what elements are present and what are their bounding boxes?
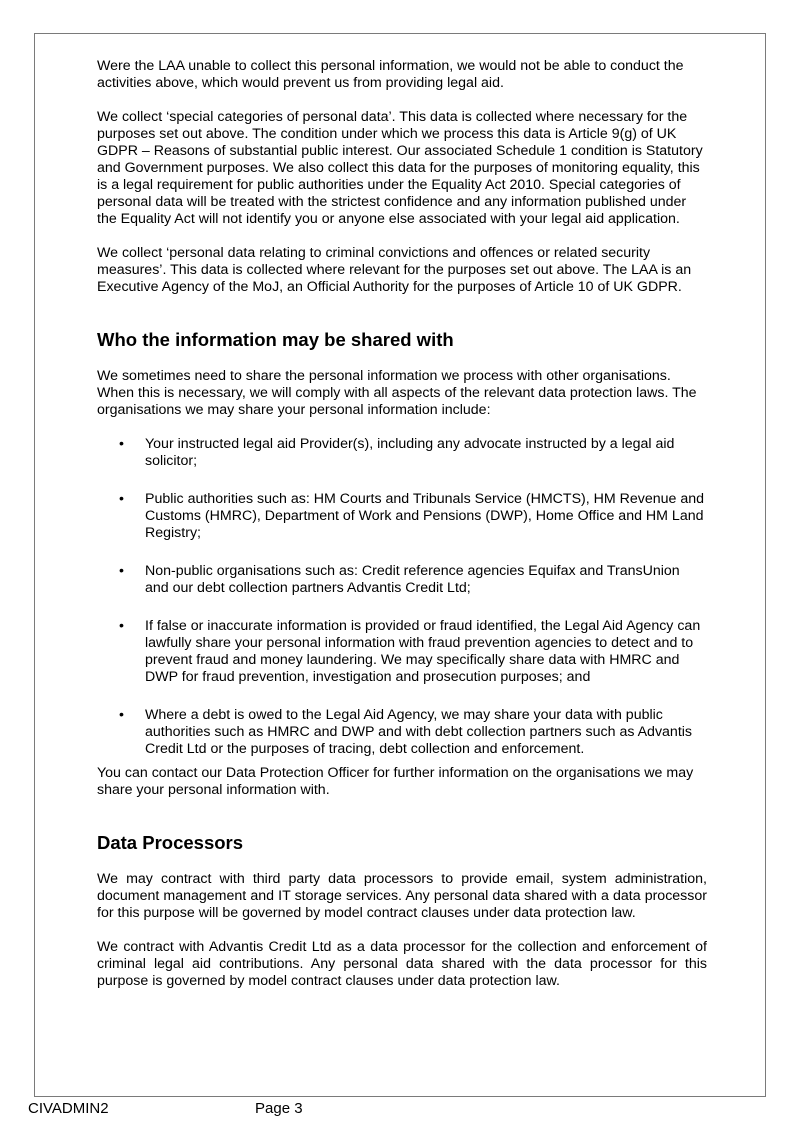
list-item: [97, 436, 707, 470]
bullet-icon: •: [119, 491, 124, 507]
footer-form-code: CIVADMIN2: [28, 1100, 109, 1117]
sharing-organisations-list: [97, 436, 707, 758]
list-item-text: Non-public organisations such as: Credit reference agencies Equifax and TransUnion and our debt collection partners Advantis Credit Ltd;: [145, 563, 680, 596]
heading-data-processors: Data Processors: [97, 832, 244, 853]
list-item-text: Your instructed legal aid Provider(s), including any advocate instructed by a legal aid solicitor;: [145, 436, 675, 469]
bullet-icon: •: [119, 436, 124, 452]
list-item: [97, 707, 707, 758]
list-item: [97, 491, 707, 542]
paragraph-advantis-processor: We contract with Advantis Credit Ltd as a data processor for the collection and enforcement of criminal legal aid contributions. Any personal data shared with the data processor for this purpose is governed by model contract clauses under data protection law.: [97, 939, 707, 989]
paragraph-special-categories: We collect ‘special categories of personal data’. This data is collected where necessary for the purposes set out above. The condition under which we process this data is Article 9(g) of UK GDPR – Reasons of substantial public interest. Our associated Schedule 1 condition is Statutory and Government purposes. We also collect this data for the purposes of monitoring equality, this is a legal requirement for public authorities under the Equality Act 2010. Special categories of personal data will be treated with the strictest confidence and any information published under the Equality Act will not identify you or anyone else associated with your legal aid application.: [97, 109, 703, 227]
bullet-icon: •: [119, 618, 124, 634]
footer-page-number: Page 3: [255, 1100, 303, 1117]
bullet-icon: •: [119, 563, 124, 579]
list-item-text: Public authorities such as: HM Courts and Tribunals Service (HMCTS), HM Revenue and Customs (HMRC), Department of Work and Pensions (DWP), Home Office and HM Land Registry;: [145, 491, 705, 541]
paragraph-collection-necessity: Were the LAA unable to collect this personal information, we would not be able to conduct the activities above, which would prevent us from providing legal aid.: [97, 58, 684, 91]
paragraph-criminal-data: We collect ‘personal data relating to criminal convictions and offences or related security measures’. This data is collected where relevant for the purposes set out above. The LAA is an Executive Agency of the MoJ, an Official Authority for the purposes of Article 10 of UK GDPR.: [97, 245, 692, 295]
list-item: [97, 618, 707, 686]
document-body: [97, 58, 707, 1007]
bullet-icon: •: [119, 707, 124, 723]
heading-information-sharing: Who the information may be shared with: [97, 329, 454, 350]
paragraph-sharing-intro: We sometimes need to share the personal information we process with other organisations. When this is necessary, we will comply with all aspects of the relevant data protection laws. The organisations we may share your personal information include:: [97, 368, 697, 418]
list-item-text: Where a debt is owed to the Legal Aid Agency, we may share your data with public authorities such as HMRC and DWP and with debt collection partners such as Advantis Credit Ltd or the purposes of tracing, debt collection and enforcement.: [145, 707, 693, 757]
paragraph-sharing-closing: You can contact our Data Protection Officer for further information on the organisations we may share your personal information with.: [97, 765, 694, 798]
list-item: [97, 563, 707, 597]
list-item-text: If false or inaccurate information is provided or fraud identified, the Legal Aid Agency can lawfully share your personal information with fraud prevention agencies to detect and to prevent fraud and money laundering. We may specifically share data with HMRC and DWP for fraud prevention, investigation and prosecution purposes; and: [145, 618, 701, 685]
paragraph-third-party-processors: We may contract with third party data processors to provide email, system administration, document management and IT storage services. Any personal data shared with a data processor for this purpose will be governed by model contract clauses under data protection law.: [97, 871, 707, 921]
